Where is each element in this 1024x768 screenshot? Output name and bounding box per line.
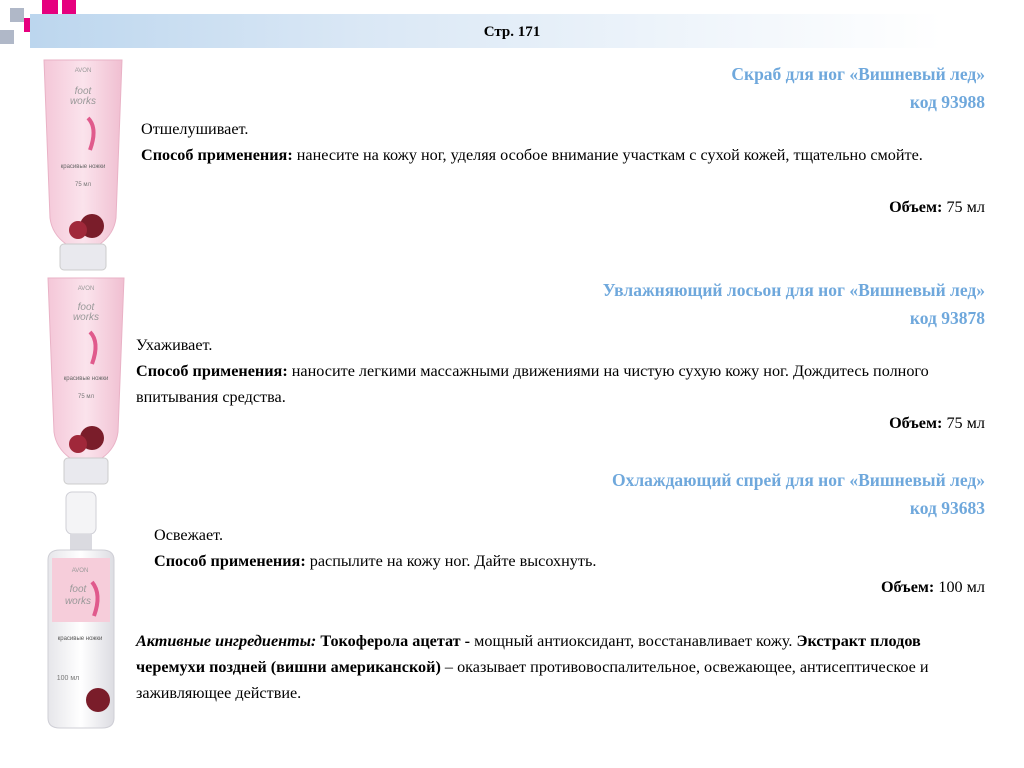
product-title-2: Увлажняющий лосьон для ног «Вишневый лед»: [602, 280, 985, 300]
effect-2: Ухаживает.: [136, 336, 213, 354]
product-desc-1: [141, 116, 991, 168]
svg-text:foot: foot: [69, 584, 87, 595]
scrub-tube-image: [40, 58, 126, 274]
product-desc-3: [154, 522, 984, 574]
product-title-3: Охлаждающий спрей для ног «Вишневый лед»: [611, 470, 985, 490]
ingredients-paragraph: [136, 628, 986, 706]
effect-1: Отшелушивает.: [141, 120, 249, 138]
effect-3: Освежает.: [154, 526, 224, 544]
svg-text:AVON: AVON: [77, 286, 95, 292]
svg-text:works: works: [72, 312, 100, 323]
svg-text:красивые ножки: красивые ножки: [60, 164, 106, 170]
ingredient-2-name: Экстракт плодов черемухи поздней (вишни американской): [136, 632, 921, 676]
svg-text:100 мл: 100 мл: [56, 675, 80, 682]
volume-3: Объем: 100 мл: [880, 578, 985, 596]
usage-2: Способ применения: наносите легкими массажными движениями на чистую сухую кожу ног. Дождитесь полного впитывания средства.: [136, 362, 929, 406]
lotion-tube-image: [44, 276, 128, 486]
svg-text:works: works: [64, 596, 92, 607]
usage-1: Способ применения: нанесите на кожу ног, уделяя особое внимание участкам с сухой кожей, тщательно смойте.: [141, 146, 923, 164]
product-title-1: Скраб для ног «Вишневый лед»: [731, 64, 985, 84]
svg-text:works: works: [69, 96, 97, 107]
svg-text:AVON: AVON: [71, 568, 89, 574]
product-code-3: код 93683: [909, 498, 985, 518]
svg-text:75 мл: 75 мл: [75, 182, 91, 188]
svg-text:foot: foot: [74, 86, 92, 97]
svg-text:красивые ножки: красивые ножки: [57, 636, 103, 642]
product-code-2: код 93878: [909, 308, 985, 328]
ingredient-1-text: мощный антиоксидант, восстанавливает кожу.: [470, 632, 797, 650]
ingredients-label: Активные ингредиенты:: [136, 632, 317, 650]
volume-1: Объем: 75 мл: [889, 198, 985, 216]
ingredient-2-text: – оказывает противовоспалительное, освежающее, антисептическое и заживляющее действие.: [136, 658, 929, 702]
svg-text:foot: foot: [77, 302, 95, 313]
brand-label: AVON: [74, 68, 92, 74]
ingredient-1-name: Токоферола ацетат -: [320, 632, 471, 650]
product-code-1: код 93988: [909, 92, 985, 112]
usage-3: Способ применения: распылите на кожу ног. Дайте высохнуть.: [154, 552, 597, 570]
svg-text:красивые ножки: красивые ножки: [63, 376, 109, 382]
page-number: Стр. 171: [483, 24, 541, 40]
spray-bottle-image: [40, 490, 124, 732]
volume-2: Объем: 75 мл: [889, 414, 985, 432]
svg-text:75 мл: 75 мл: [78, 394, 94, 400]
product-desc-2: [136, 332, 986, 410]
